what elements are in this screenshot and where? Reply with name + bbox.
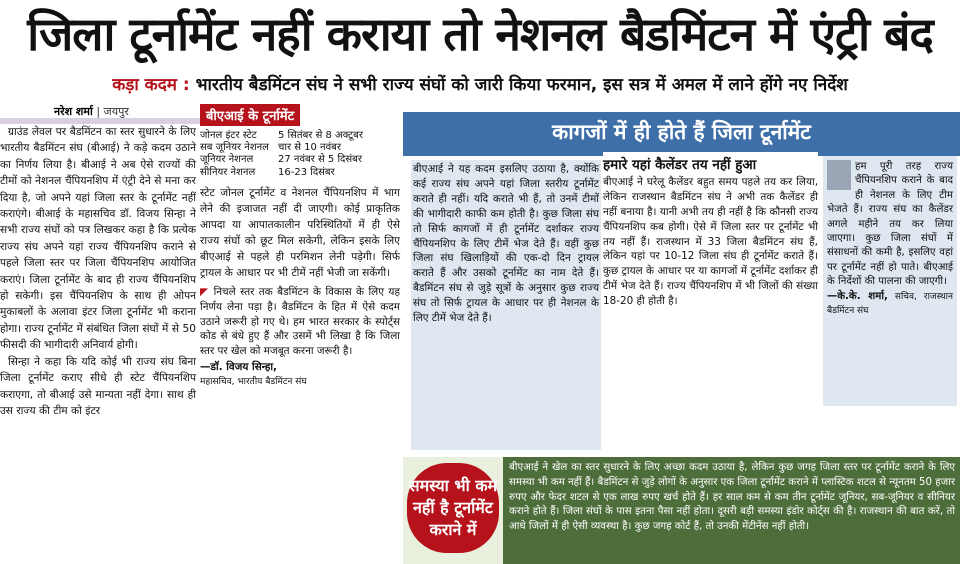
byline xyxy=(54,104,129,119)
schedule-row xyxy=(200,167,400,179)
middle-article-text xyxy=(200,185,400,282)
schedule-row xyxy=(200,142,400,154)
article-paragraph: ग्राउंड लेवल पर बैडमिंटन का स्तर सुधारने के लिए भारतीय बैडमिंटन संघ (बीआई) ने कड़े कदम उठाने का निर्णय लिया है। बीआई ने अब ऐसे राज्यों की टीमों को नेशनल चैंपियनशिप में एंट्री देने से मना कर दिया है, जो अपने यहां जिला स्तर के टूर्नामेंट नहीं कराएंगे। बीआई के महासचिव डॉ. विजय सिन्हा ने सभी राज्य संघों को पत्र लिखकर कहा है कि प्रत्येक राज्य संघ अपने यहां राज्य चैंपियनशिप कराने से पहले जिला स्तर पर जिला चैंपियनशिप आयोजित कराएं। जिला टूर्नामेंट के बाद ही राज्य चैंपियनशिप हो सकेगी। इस चैंपियनशिप के साथ ही ओपन मुकाबलों के अलावा इंटर जिला टूर्नामेंट भी कराना होगा। राज्य टूर्नामेंट में संबंधित जिला संघों में से 50 फीसदी की भागीदारी अनिवार्य होगी। xyxy=(0,126,196,352)
panel-column-1: बीएआई ने यह कदम इसलिए उठाया है, क्योंकि कई राज्य संघ अपने यहां जिला स्तरीय टूर्नामेंट कराते ही नहीं। यदि कराते भी हैं, तो उनमें टीमों की भागीदारी काफी कम होती है। कुछ जिला संघ तो सिर्फ कागजों में ही टूर्नामेंट दर्शाकर राज्य चैंपियनशिप के लिए टीमें भेज देते हैं। वहीं कुछ जिला संघ खिलाड़ियों की एक-दो दिन ट्रायल कराते हैं और उसको टूर्नामेंट का नाम देते हैं। बैडमिंटन संघ से जुड़े सूत्रों के अनुसार कुछ राज्य संघ तो सिर्फ ट्रायल के आधार पर ही नेशनल के लिए टीमें भेज देते हैं। xyxy=(411,160,601,450)
schedule-event: सब जूनियर नेशनल xyxy=(200,142,269,154)
side-panel xyxy=(403,112,960,539)
byline-name: नरेश शर्मा xyxy=(54,105,93,118)
secretary-signature: —के.के. शर्मा, xyxy=(827,290,888,302)
schedule-date: चार से 10 नवंबर xyxy=(278,142,341,154)
quote-text: निचले स्तर तक बैडमिंटन के विकास के लिए यह निर्णय लेना पड़ा है। बैडमिंटन के हित में ऐसे कदम उठाने जरूरी हो गए थे। हम भारत सरकार के स्पोर्ट्स कोड से बंधे हुए हैं और उसमें भी लिखा है कि जिला स्तर पर खेल को मजबूत करना जरूरी है। xyxy=(200,286,400,357)
panel-header xyxy=(403,112,960,156)
subhead-kicker: कड़ा कदम : xyxy=(112,75,190,95)
schedule-row xyxy=(200,154,400,166)
calendar-heading: हमारे यहां कैलेंडर तय नहीं हुआ xyxy=(603,157,757,173)
panel-title: कागजों में ही होते हैं जिला टूर्नामेंट xyxy=(552,120,811,144)
byline-place: | जयपुर xyxy=(92,105,129,118)
article-paragraph: सिन्हा ने कहा कि यदि कोई भी राज्य संघ बिना जिला टूर्नामेंट कराए सीधे ही स्टेट चैंपियनशिप कराएगा, तो बीआई उसे मान्यता नहीं देगा। साथ ही उस राज्य की टीम को इंटर xyxy=(0,355,196,417)
schedule-event: सीनियर नेशनल xyxy=(200,166,256,178)
panel-column-3 xyxy=(823,156,957,406)
panel-column-2 xyxy=(603,152,818,452)
subhead-text: भारतीय बैडमिंटन संघ ने सभी राज्य संघों को जारी किया फरमान, इस सत्र में अमल में लाने होंगे नए निर्देश xyxy=(189,75,848,95)
triangle-icon: ◤ xyxy=(200,286,210,299)
quote-block xyxy=(200,285,400,389)
problem-text: बीएआई ने खेल का स्तर सुधारने के लिए अच्छा कदम उठाया है, लेकिन कुछ जगह जिला स्तर पर टूर्नामेंट कराने के लिए समस्या भी कम नहीं हैं। बैडमिंटन से जुड़े लोगों के अनुसार एक जिला टूर्नामेंट कराने में प्लास्टिक शटल से न्यूनतम 50 हजार रुपए और फेदर शटल से एक लाख रुपए खर्च होते हैं। हर साल कम से कम तीन टूर्नामेंट जूनियर, सब-जूनियर व सीनियर कराने होते हैं। जिला संघों के पास इतना पैसा नहीं होता। दूसरी बड़ी समस्या इंडोर कोर्ट्स की है। राजस्थान की बात करें, तो आधे जिलों में ही ऐसी व्यवस्था है। कुछ जगह कोर्ट हैं, तो उनकी मेंटीनेंस नहीं होती। xyxy=(509,462,955,533)
quote-role: महासचिव, भारतीय बैडमिंटन संघ xyxy=(200,376,307,387)
main-article-column xyxy=(0,124,196,419)
calendar-text: बीएआई ने घरेलू कैलेंडर बहुत समय पहले तय कर लिया, लेकिन राजस्थान बैडमिंटन संघ ने अभी तक कैलेंडर ही नहीं बनाया है। यानी अभी तय ही नहीं है कि कौनसी राज्य चैंपियनशिप कब होगी। ऐसे में जिला स्तर पर टूर्नामेंट भी तय नहीं हैं। राजस्थान में 33 जिला बैडमिंटन संघ हैं, लेकिन यहां पर 10-12 जिला संघ ही टूर्नामेंट कराते हैं। कुछ ट्रायल के आधार पर या कागजों में टूर्नामेंट दर्शाकर ही टीमें भेज देते हैं। राज्य चैंपियनशिप में भी जिलों की संख्या 18-20 ही होती है। xyxy=(603,175,818,308)
tournament-schedule xyxy=(200,130,400,179)
tournament-box-title: बीएआई के टूर्नामेंट xyxy=(200,104,300,126)
secretary-role: सचिव, राजस्थान बैडमिंटन संघ xyxy=(827,291,953,317)
schedule-event: जूनियर नेशनल xyxy=(200,154,254,166)
quote-signature: —डॉ. विजय सिन्हा, xyxy=(200,361,278,374)
article-paragraph: स्टेट जोनल टूर्नामेंट व नेशनल चैंपियनशिप में भाग लेने की इजाजत नहीं दी जाएगी। कोई प्राकृतिक आपदा या आपातकालीन परिस्थितियों में ही ऐसे राज्य संघों को छूट मिल सकेगी, लेकिन इसके लिए बीएआई से पहले ही परमिशन लेनी पड़ेगी। सिर्फ ट्रायल के आधार पर भी टीमें नहीं भेजी जा सकेंगी। xyxy=(200,186,400,280)
schedule-event: जोनल इंटर स्टेट xyxy=(200,130,257,141)
secretary-quote: हम पूरी तरह राज्य चैंपियनशिप कराने के बाद ही नेशनल के लिए टीम भेजते हैं। राज्य संघ का कैलेंडर अगले महीने तय कर लिया जाएगा। कुछ जिला संघों में संसाधनों की कमी है, इसलिए वहां पर टूर्नामेंट नहीं हो पाते। बीएआई के निर्देशों की पालना की जाएगी। xyxy=(827,161,953,288)
callout-badge: समस्या भी कम नहीं है टूर्नामेंट कराने में xyxy=(407,463,499,553)
problem-box xyxy=(403,457,960,564)
subheadline xyxy=(0,72,960,98)
schedule-date: 16-23 दिसंबर xyxy=(278,166,335,178)
headline: जिला टूर्नामेंट नहीं कराया तो नेशनल बैडमिंटन में एंट्री बंद xyxy=(27,7,933,61)
middle-column xyxy=(200,104,400,390)
portrait-photo xyxy=(827,160,851,190)
schedule-row xyxy=(200,130,400,142)
callout-area xyxy=(403,457,503,564)
schedule-date: 5 सितंबर से 8 अक्टूबर xyxy=(278,130,363,141)
schedule-date: 27 नवंबर से 5 दिसंबर xyxy=(278,154,362,166)
